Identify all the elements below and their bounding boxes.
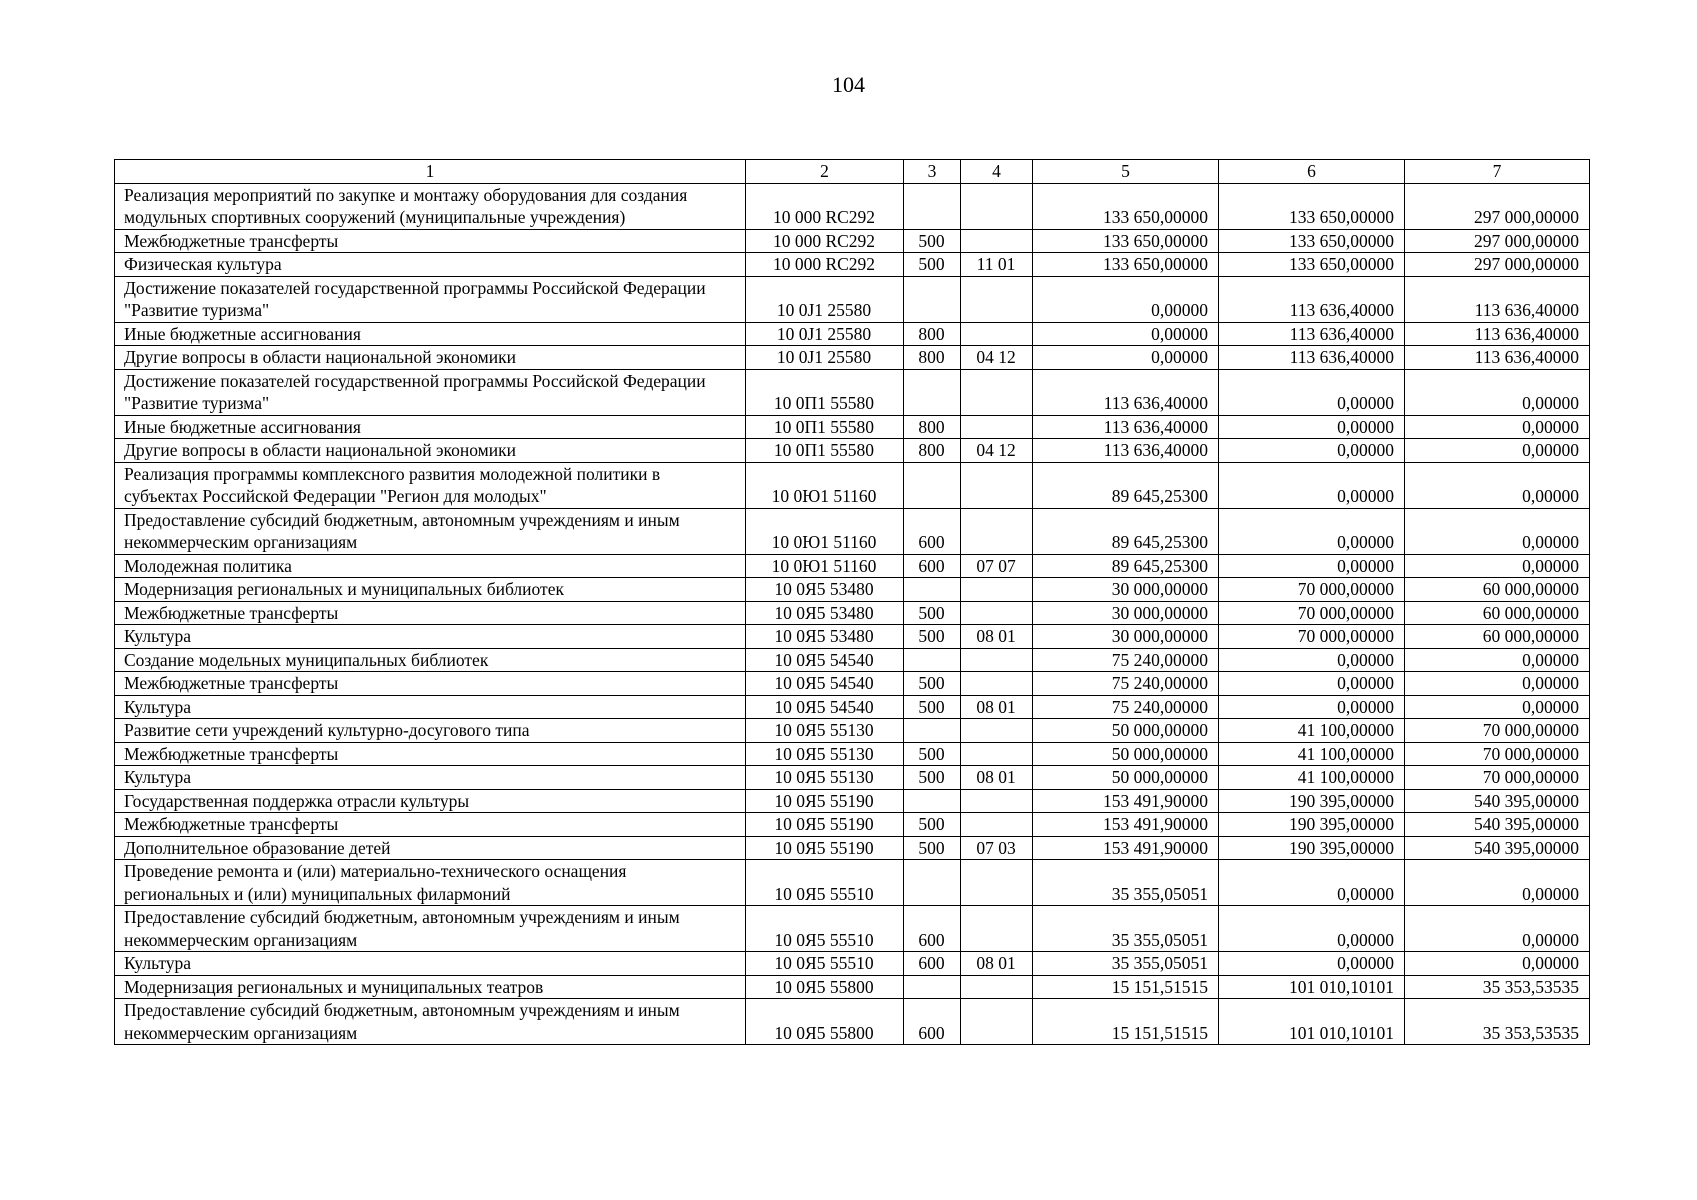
item-name: Предоставление субсидий бюджетным, автономным учреждениям и иным некоммерческим организациям bbox=[115, 999, 746, 1045]
amount-col-6: 41 100,00000 bbox=[1219, 719, 1405, 743]
table-row bbox=[115, 601, 1590, 625]
target-code: 10 0Я5 55130 bbox=[746, 742, 904, 766]
item-name: Молодежная политика bbox=[115, 554, 746, 578]
section-code bbox=[961, 860, 1033, 906]
target-code: 10 0П1 55580 bbox=[746, 439, 904, 463]
amount-col-7: 0,00000 bbox=[1405, 415, 1590, 439]
item-name: Достижение показателей государственной программы Российской Федерации "Развитие туризма" bbox=[115, 276, 746, 322]
target-code: 10 0Я5 55510 bbox=[746, 906, 904, 952]
target-code: 10 0J1 25580 bbox=[746, 276, 904, 322]
amount-col-7: 70 000,00000 bbox=[1405, 719, 1590, 743]
amount-col-6: 0,00000 bbox=[1219, 672, 1405, 696]
amount-col-7: 297 000,00000 bbox=[1405, 229, 1590, 253]
amount-col-5: 30 000,00000 bbox=[1033, 625, 1219, 649]
amount-col-6: 70 000,00000 bbox=[1219, 601, 1405, 625]
amount-col-5: 89 645,25300 bbox=[1033, 508, 1219, 554]
column-header: 5 bbox=[1033, 160, 1219, 184]
section-code bbox=[961, 183, 1033, 229]
section-code bbox=[961, 789, 1033, 813]
amount-col-5: 35 355,05051 bbox=[1033, 952, 1219, 976]
budget-table bbox=[114, 159, 1590, 1045]
amount-col-6: 113 636,40000 bbox=[1219, 346, 1405, 370]
table-row bbox=[115, 860, 1590, 906]
amount-col-6: 0,00000 bbox=[1219, 439, 1405, 463]
amount-col-7: 0,00000 bbox=[1405, 439, 1590, 463]
amount-col-6: 41 100,00000 bbox=[1219, 742, 1405, 766]
amount-col-6: 101 010,10101 bbox=[1219, 975, 1405, 999]
amount-col-5: 30 000,00000 bbox=[1033, 601, 1219, 625]
item-name: Другие вопросы в области национальной экономики bbox=[115, 346, 746, 370]
table-row bbox=[115, 183, 1590, 229]
section-code: 08 01 bbox=[961, 766, 1033, 790]
expense-type-code: 600 bbox=[904, 999, 961, 1045]
amount-col-5: 153 491,90000 bbox=[1033, 789, 1219, 813]
section-code: 07 03 bbox=[961, 836, 1033, 860]
amount-col-6: 190 395,00000 bbox=[1219, 789, 1405, 813]
amount-col-6: 113 636,40000 bbox=[1219, 322, 1405, 346]
expense-type-code: 500 bbox=[904, 766, 961, 790]
amount-col-5: 133 650,00000 bbox=[1033, 183, 1219, 229]
item-name: Модернизация региональных и муниципальных театров bbox=[115, 975, 746, 999]
item-name: Иные бюджетные ассигнования bbox=[115, 415, 746, 439]
expense-type-code: 800 bbox=[904, 415, 961, 439]
section-code bbox=[961, 229, 1033, 253]
expense-type-code: 500 bbox=[904, 836, 961, 860]
table-row bbox=[115, 672, 1590, 696]
amount-col-6: 113 636,40000 bbox=[1219, 276, 1405, 322]
amount-col-6: 133 650,00000 bbox=[1219, 253, 1405, 277]
amount-col-6: 133 650,00000 bbox=[1219, 183, 1405, 229]
amount-col-7: 0,00000 bbox=[1405, 906, 1590, 952]
section-code bbox=[961, 578, 1033, 602]
section-code bbox=[961, 906, 1033, 952]
item-name: Межбюджетные трансферты bbox=[115, 672, 746, 696]
item-name: Реализация мероприятий по закупке и монтажу оборудования для создания модульных спортивных сооружений (муниципальные учреждения) bbox=[115, 183, 746, 229]
expense-type-code: 600 bbox=[904, 554, 961, 578]
section-code bbox=[961, 999, 1033, 1045]
expense-type-code bbox=[904, 719, 961, 743]
section-code bbox=[961, 672, 1033, 696]
item-name: Культура bbox=[115, 766, 746, 790]
amount-col-5: 133 650,00000 bbox=[1033, 229, 1219, 253]
page-number: 104 bbox=[832, 72, 865, 97]
item-name: Культура bbox=[115, 695, 746, 719]
column-header: 4 bbox=[961, 160, 1033, 184]
amount-col-7: 0,00000 bbox=[1405, 952, 1590, 976]
table-row bbox=[115, 625, 1590, 649]
amount-col-5: 113 636,40000 bbox=[1033, 439, 1219, 463]
amount-col-5: 35 355,05051 bbox=[1033, 860, 1219, 906]
section-code bbox=[961, 322, 1033, 346]
section-code: 08 01 bbox=[961, 695, 1033, 719]
amount-col-6: 0,00000 bbox=[1219, 860, 1405, 906]
target-code: 10 000 RC292 bbox=[746, 229, 904, 253]
section-code bbox=[961, 975, 1033, 999]
item-name: Проведение ремонта и (или) материально-технического оснащения региональных и (или) муниципальных филармоний bbox=[115, 860, 746, 906]
table-row bbox=[115, 906, 1590, 952]
amount-col-6: 41 100,00000 bbox=[1219, 766, 1405, 790]
amount-col-7: 0,00000 bbox=[1405, 672, 1590, 696]
table-row bbox=[115, 836, 1590, 860]
amount-col-7: 540 395,00000 bbox=[1405, 836, 1590, 860]
target-code: 10 0Я5 55800 bbox=[746, 999, 904, 1045]
amount-col-5: 113 636,40000 bbox=[1033, 415, 1219, 439]
item-name: Развитие сети учреждений культурно-досугового типа bbox=[115, 719, 746, 743]
section-code bbox=[961, 415, 1033, 439]
amount-col-5: 89 645,25300 bbox=[1033, 462, 1219, 508]
amount-col-7: 0,00000 bbox=[1405, 695, 1590, 719]
item-name: Иные бюджетные ассигнования bbox=[115, 322, 746, 346]
section-code: 07 07 bbox=[961, 554, 1033, 578]
table-row bbox=[115, 415, 1590, 439]
amount-col-7: 113 636,40000 bbox=[1405, 276, 1590, 322]
section-code bbox=[961, 742, 1033, 766]
amount-col-5: 75 240,00000 bbox=[1033, 695, 1219, 719]
amount-col-6: 0,00000 bbox=[1219, 906, 1405, 952]
amount-col-6: 0,00000 bbox=[1219, 952, 1405, 976]
section-code bbox=[961, 601, 1033, 625]
table-row bbox=[115, 742, 1590, 766]
section-code: 11 01 bbox=[961, 253, 1033, 277]
section-code bbox=[961, 462, 1033, 508]
expense-type-code: 500 bbox=[904, 695, 961, 719]
expense-type-code bbox=[904, 183, 961, 229]
section-code: 04 12 bbox=[961, 439, 1033, 463]
target-code: 10 0J1 25580 bbox=[746, 346, 904, 370]
target-code: 10 0Я5 55510 bbox=[746, 952, 904, 976]
item-name: Межбюджетные трансферты bbox=[115, 742, 746, 766]
target-code: 10 0П1 55580 bbox=[746, 369, 904, 415]
item-name: Физическая культура bbox=[115, 253, 746, 277]
target-code: 10 0Я5 53480 bbox=[746, 625, 904, 649]
amount-col-7: 60 000,00000 bbox=[1405, 601, 1590, 625]
amount-col-7: 0,00000 bbox=[1405, 648, 1590, 672]
target-code: 10 0Я5 55130 bbox=[746, 766, 904, 790]
expense-type-code bbox=[904, 648, 961, 672]
amount-col-7: 0,00000 bbox=[1405, 554, 1590, 578]
item-name: Предоставление субсидий бюджетным, автономным учреждениям и иным некоммерческим организациям bbox=[115, 508, 746, 554]
amount-col-7: 113 636,40000 bbox=[1405, 346, 1590, 370]
item-name: Реализация программы комплексного развития молодежной политики в субъектах Российской Федерации "Регион для молодых" bbox=[115, 462, 746, 508]
amount-col-7: 60 000,00000 bbox=[1405, 625, 1590, 649]
table-row bbox=[115, 508, 1590, 554]
amount-col-6: 0,00000 bbox=[1219, 369, 1405, 415]
target-code: 10 0Я5 55800 bbox=[746, 975, 904, 999]
table-row bbox=[115, 719, 1590, 743]
table-row bbox=[115, 999, 1590, 1045]
amount-col-6: 101 010,10101 bbox=[1219, 999, 1405, 1045]
amount-col-7: 70 000,00000 bbox=[1405, 766, 1590, 790]
amount-col-6: 0,00000 bbox=[1219, 554, 1405, 578]
item-name: Межбюджетные трансферты bbox=[115, 813, 746, 837]
section-code bbox=[961, 369, 1033, 415]
expense-type-code bbox=[904, 276, 961, 322]
expense-type-code: 500 bbox=[904, 813, 961, 837]
table-row bbox=[115, 952, 1590, 976]
amount-col-6: 0,00000 bbox=[1219, 415, 1405, 439]
amount-col-5: 89 645,25300 bbox=[1033, 554, 1219, 578]
target-code: 10 0Я5 54540 bbox=[746, 648, 904, 672]
amount-col-7: 297 000,00000 bbox=[1405, 253, 1590, 277]
table-row bbox=[115, 648, 1590, 672]
target-code: 10 0Я5 53480 bbox=[746, 601, 904, 625]
column-header: 3 bbox=[904, 160, 961, 184]
amount-col-5: 30 000,00000 bbox=[1033, 578, 1219, 602]
expense-type-code bbox=[904, 369, 961, 415]
target-code: 10 0Я5 53480 bbox=[746, 578, 904, 602]
amount-col-6: 190 395,00000 bbox=[1219, 836, 1405, 860]
target-code: 10 0Я5 55190 bbox=[746, 789, 904, 813]
amount-col-7: 540 395,00000 bbox=[1405, 813, 1590, 837]
section-code bbox=[961, 648, 1033, 672]
expense-type-code: 800 bbox=[904, 322, 961, 346]
expense-type-code: 600 bbox=[904, 952, 961, 976]
section-code bbox=[961, 508, 1033, 554]
amount-col-6: 0,00000 bbox=[1219, 462, 1405, 508]
amount-col-7: 540 395,00000 bbox=[1405, 789, 1590, 813]
target-code: 10 0П1 55580 bbox=[746, 415, 904, 439]
target-code: 10 0Я5 55190 bbox=[746, 836, 904, 860]
item-name: Предоставление субсидий бюджетным, автономным учреждениям и иным некоммерческим организациям bbox=[115, 906, 746, 952]
expense-type-code: 500 bbox=[904, 229, 961, 253]
amount-col-5: 153 491,90000 bbox=[1033, 836, 1219, 860]
item-name: Дополнительное образование детей bbox=[115, 836, 746, 860]
amount-col-5: 50 000,00000 bbox=[1033, 766, 1219, 790]
amount-col-7: 60 000,00000 bbox=[1405, 578, 1590, 602]
amount-col-7: 35 353,53535 bbox=[1405, 975, 1590, 999]
amount-col-6: 133 650,00000 bbox=[1219, 229, 1405, 253]
amount-col-5: 0,00000 bbox=[1033, 346, 1219, 370]
table-row bbox=[115, 789, 1590, 813]
expense-type-code: 800 bbox=[904, 346, 961, 370]
item-name: Создание модельных муниципальных библиотек bbox=[115, 648, 746, 672]
section-code: 08 01 bbox=[961, 952, 1033, 976]
target-code: 10 0Я5 55510 bbox=[746, 860, 904, 906]
amount-col-7: 297 000,00000 bbox=[1405, 183, 1590, 229]
target-code: 10 0Ю1 51160 bbox=[746, 554, 904, 578]
amount-col-6: 70 000,00000 bbox=[1219, 578, 1405, 602]
column-header: 1 bbox=[115, 160, 746, 184]
table-row bbox=[115, 975, 1590, 999]
amount-col-5: 50 000,00000 bbox=[1033, 742, 1219, 766]
item-name: Культура bbox=[115, 952, 746, 976]
column-header: 2 bbox=[746, 160, 904, 184]
expense-type-code bbox=[904, 789, 961, 813]
expense-type-code: 500 bbox=[904, 601, 961, 625]
amount-col-7: 35 353,53535 bbox=[1405, 999, 1590, 1045]
expense-type-code: 500 bbox=[904, 672, 961, 696]
expense-type-code bbox=[904, 860, 961, 906]
target-code: 10 0Я5 54540 bbox=[746, 695, 904, 719]
section-code: 08 01 bbox=[961, 625, 1033, 649]
expense-type-code: 800 bbox=[904, 439, 961, 463]
section-code bbox=[961, 813, 1033, 837]
table-row bbox=[115, 346, 1590, 370]
section-code: 04 12 bbox=[961, 346, 1033, 370]
amount-col-5: 0,00000 bbox=[1033, 322, 1219, 346]
expense-type-code bbox=[904, 462, 961, 508]
item-name: Модернизация региональных и муниципальных библиотек bbox=[115, 578, 746, 602]
expense-type-code: 500 bbox=[904, 253, 961, 277]
table-row bbox=[115, 369, 1590, 415]
item-name: Культура bbox=[115, 625, 746, 649]
table-row bbox=[115, 462, 1590, 508]
amount-col-6: 0,00000 bbox=[1219, 508, 1405, 554]
amount-col-6: 0,00000 bbox=[1219, 695, 1405, 719]
column-header: 7 bbox=[1405, 160, 1590, 184]
target-code: 10 0Я5 55130 bbox=[746, 719, 904, 743]
amount-col-7: 0,00000 bbox=[1405, 508, 1590, 554]
expense-type-code: 500 bbox=[904, 625, 961, 649]
amount-col-6: 190 395,00000 bbox=[1219, 813, 1405, 837]
amount-col-6: 0,00000 bbox=[1219, 648, 1405, 672]
expense-type-code: 600 bbox=[904, 906, 961, 952]
table-row bbox=[115, 322, 1590, 346]
item-name: Межбюджетные трансферты bbox=[115, 601, 746, 625]
amount-col-5: 75 240,00000 bbox=[1033, 648, 1219, 672]
table-row bbox=[115, 554, 1590, 578]
table-row bbox=[115, 439, 1590, 463]
expense-type-code: 500 bbox=[904, 742, 961, 766]
amount-col-7: 0,00000 bbox=[1405, 860, 1590, 906]
expense-type-code bbox=[904, 975, 961, 999]
amount-col-5: 75 240,00000 bbox=[1033, 672, 1219, 696]
target-code: 10 0Я5 54540 bbox=[746, 672, 904, 696]
table-row bbox=[115, 229, 1590, 253]
target-code: 10 000 RC292 bbox=[746, 253, 904, 277]
amount-col-7: 70 000,00000 bbox=[1405, 742, 1590, 766]
table-body bbox=[115, 183, 1590, 1045]
item-name: Другие вопросы в области национальной экономики bbox=[115, 439, 746, 463]
expense-type-code bbox=[904, 578, 961, 602]
table-row bbox=[115, 253, 1590, 277]
column-header: 6 bbox=[1219, 160, 1405, 184]
table-row bbox=[115, 695, 1590, 719]
target-code: 10 000 RC292 bbox=[746, 183, 904, 229]
target-code: 10 0Я5 55190 bbox=[746, 813, 904, 837]
target-code: 10 0Ю1 51160 bbox=[746, 508, 904, 554]
amount-col-5: 0,00000 bbox=[1033, 276, 1219, 322]
section-code bbox=[961, 276, 1033, 322]
item-name: Межбюджетные трансферты bbox=[115, 229, 746, 253]
table-row bbox=[115, 578, 1590, 602]
amount-col-5: 35 355,05051 bbox=[1033, 906, 1219, 952]
item-name: Достижение показателей государственной программы Российской Федерации "Развитие туризма" bbox=[115, 369, 746, 415]
table-row bbox=[115, 813, 1590, 837]
section-code bbox=[961, 719, 1033, 743]
amount-col-5: 15 151,51515 bbox=[1033, 975, 1219, 999]
header-row bbox=[115, 160, 1590, 184]
amount-col-5: 113 636,40000 bbox=[1033, 369, 1219, 415]
amount-col-5: 133 650,00000 bbox=[1033, 253, 1219, 277]
table-row bbox=[115, 276, 1590, 322]
target-code: 10 0Ю1 51160 bbox=[746, 462, 904, 508]
expense-type-code: 600 bbox=[904, 508, 961, 554]
amount-col-6: 70 000,00000 bbox=[1219, 625, 1405, 649]
amount-col-7: 0,00000 bbox=[1405, 462, 1590, 508]
item-name: Государственная поддержка отрасли культуры bbox=[115, 789, 746, 813]
target-code: 10 0J1 25580 bbox=[746, 322, 904, 346]
amount-col-5: 153 491,90000 bbox=[1033, 813, 1219, 837]
table-row bbox=[115, 766, 1590, 790]
amount-col-5: 50 000,00000 bbox=[1033, 719, 1219, 743]
amount-col-7: 0,00000 bbox=[1405, 369, 1590, 415]
amount-col-5: 15 151,51515 bbox=[1033, 999, 1219, 1045]
amount-col-7: 113 636,40000 bbox=[1405, 322, 1590, 346]
